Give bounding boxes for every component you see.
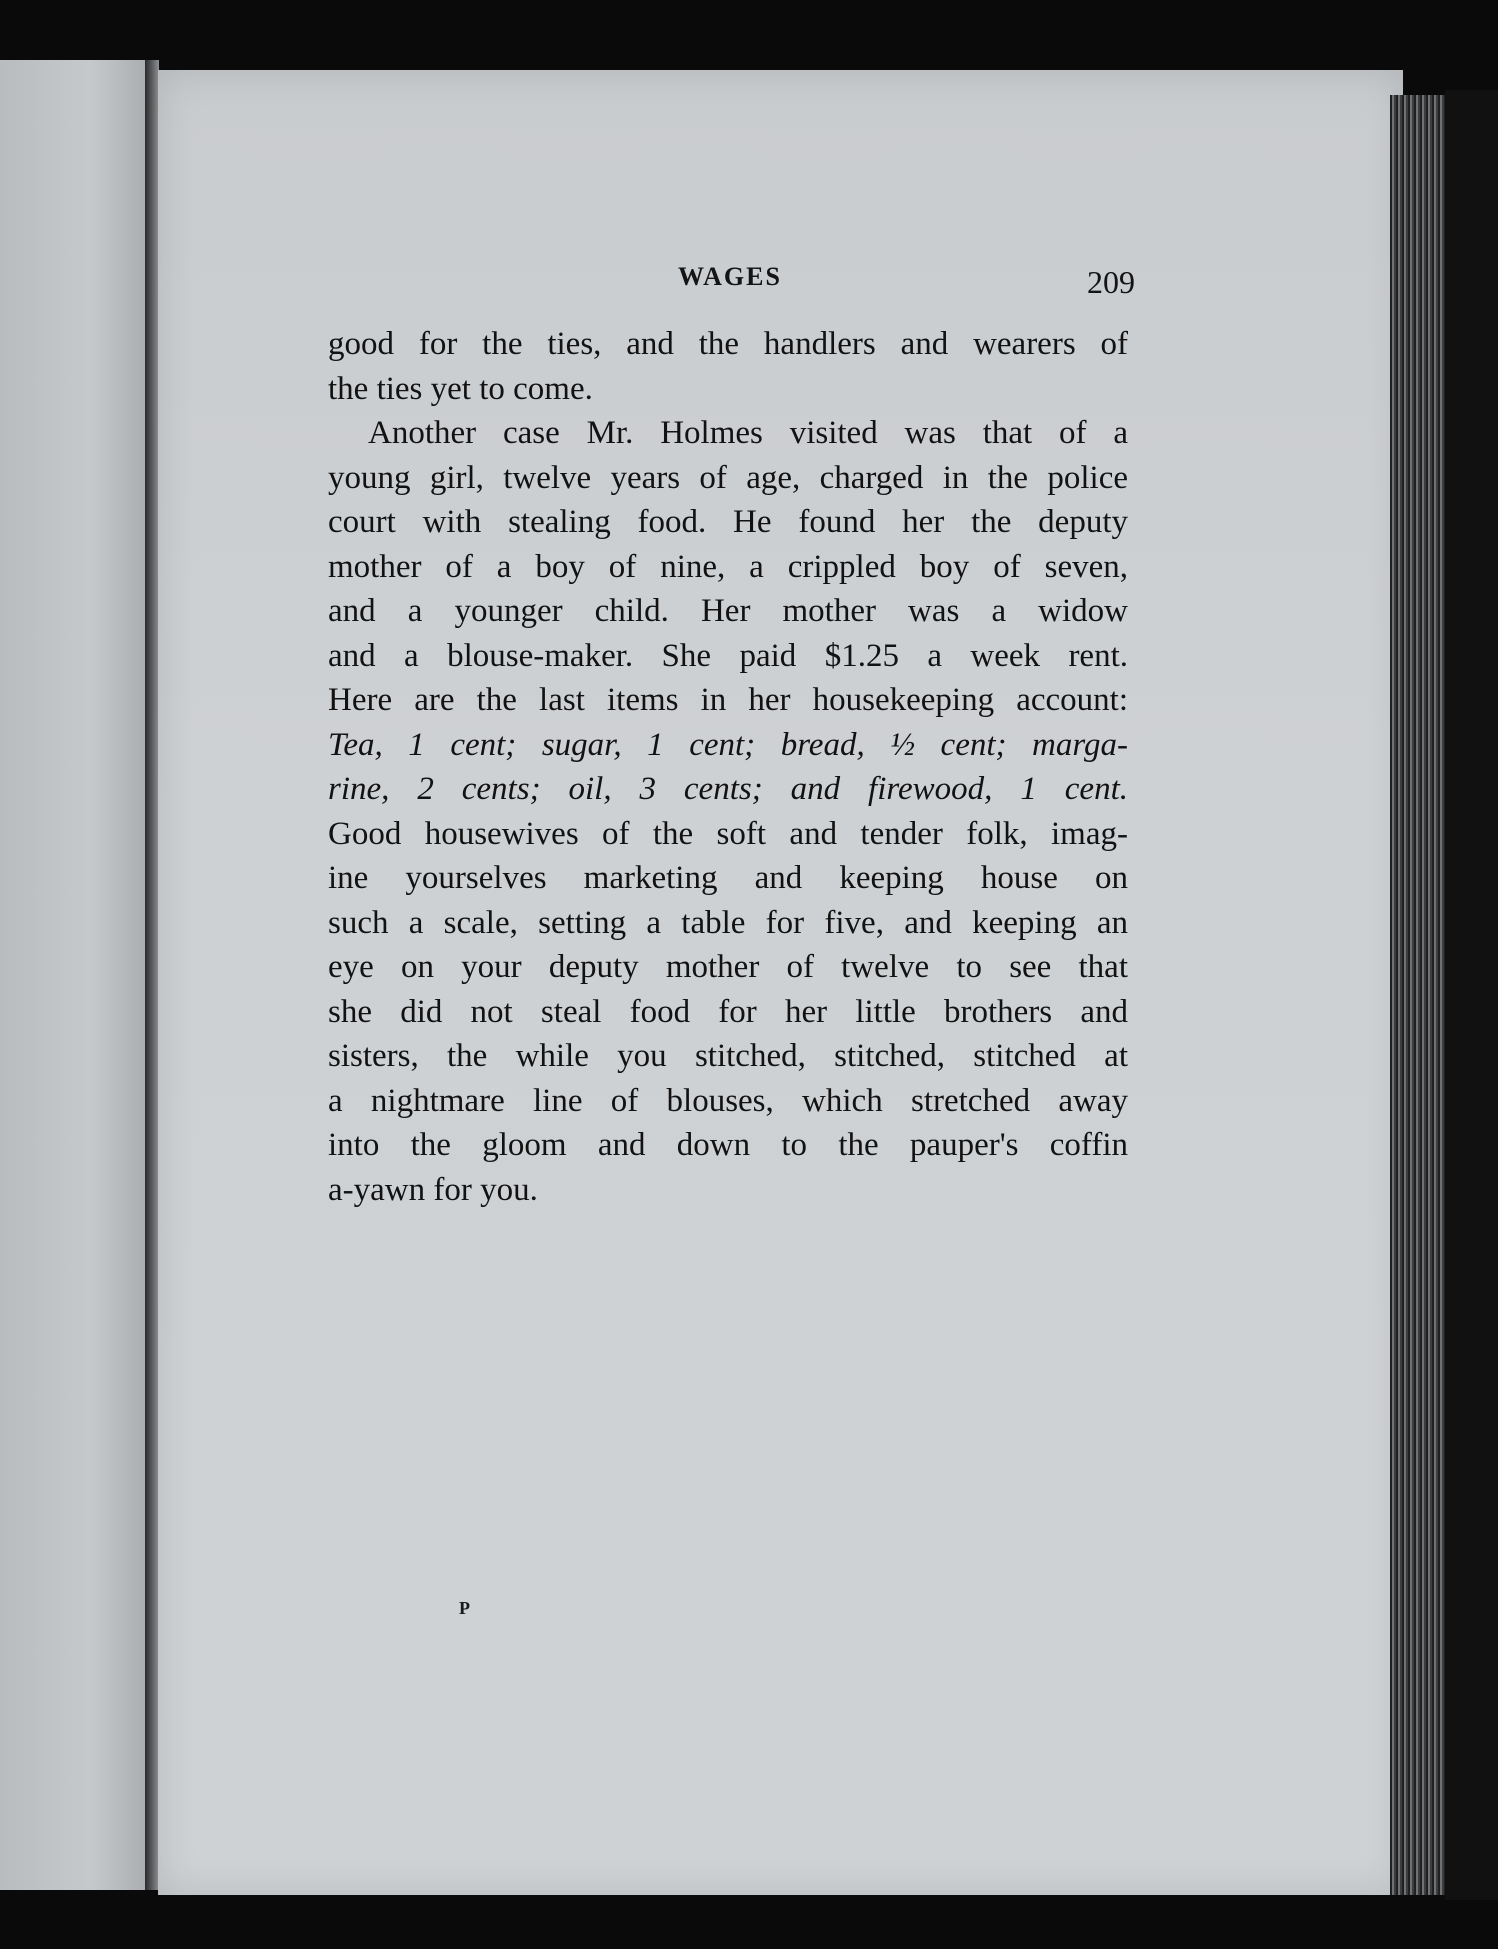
page-edge-stack [1390, 95, 1450, 1895]
running-head [330, 262, 1135, 302]
text-line: a-yawn for you. [328, 1171, 538, 1208]
text-line: a nightmare line of blouses, which stretched away [328, 1082, 1128, 1119]
signature-mark: P [459, 1598, 470, 1618]
text-line: and a younger child. Her mother was a widow [328, 593, 1128, 629]
text-line: ine yourselves marketing and keeping house on [328, 860, 1128, 896]
text-line: the ties yet to come. [328, 370, 593, 407]
text-line: eye on your deputy mother of twelve to see that [328, 949, 1128, 985]
scan-border [1445, 90, 1498, 1900]
text-line: court with stealing food. He found her the deputy [328, 504, 1128, 540]
text-line: Another case Mr. Holmes visited was that of a [368, 415, 1128, 451]
running-title: WAGES [678, 262, 782, 291]
page-number: 209 [1087, 264, 1135, 300]
book-gutter [145, 60, 159, 1890]
text-line: young girl, twelve years of age, charged in the police [328, 459, 1128, 496]
text-line: Here are the last items in her housekeeping account: [328, 682, 1128, 718]
text-line: into the gloom and down to the pauper's coffin [328, 1127, 1128, 1163]
text-line: Good housewives of the soft and tender folk, imag- [328, 815, 1128, 852]
text-line: she did not steal food for her little brothers and [328, 993, 1128, 1030]
body-text [328, 322, 1128, 1212]
facing-page-edge [0, 60, 150, 1890]
text-line: sisters, the while you stitched, stitched, stitched at [328, 1038, 1128, 1074]
text-line: mother of a boy of nine, a crippled boy of seven, [328, 548, 1128, 585]
text-line: good for the ties, and the handlers and wearers of [328, 326, 1128, 362]
text-line: such a scale, setting a table for five, and keeping an [328, 904, 1128, 941]
text-line: and a blouse-maker. She paid $1.25 a week rent. [328, 637, 1128, 674]
text-line: rine, 2 cents; oil, 3 cents; and firewood, 1 cent. [328, 771, 1128, 807]
text-line: Tea, 1 cent; sugar, 1 cent; bread, ½ cent; marga- [328, 726, 1128, 763]
